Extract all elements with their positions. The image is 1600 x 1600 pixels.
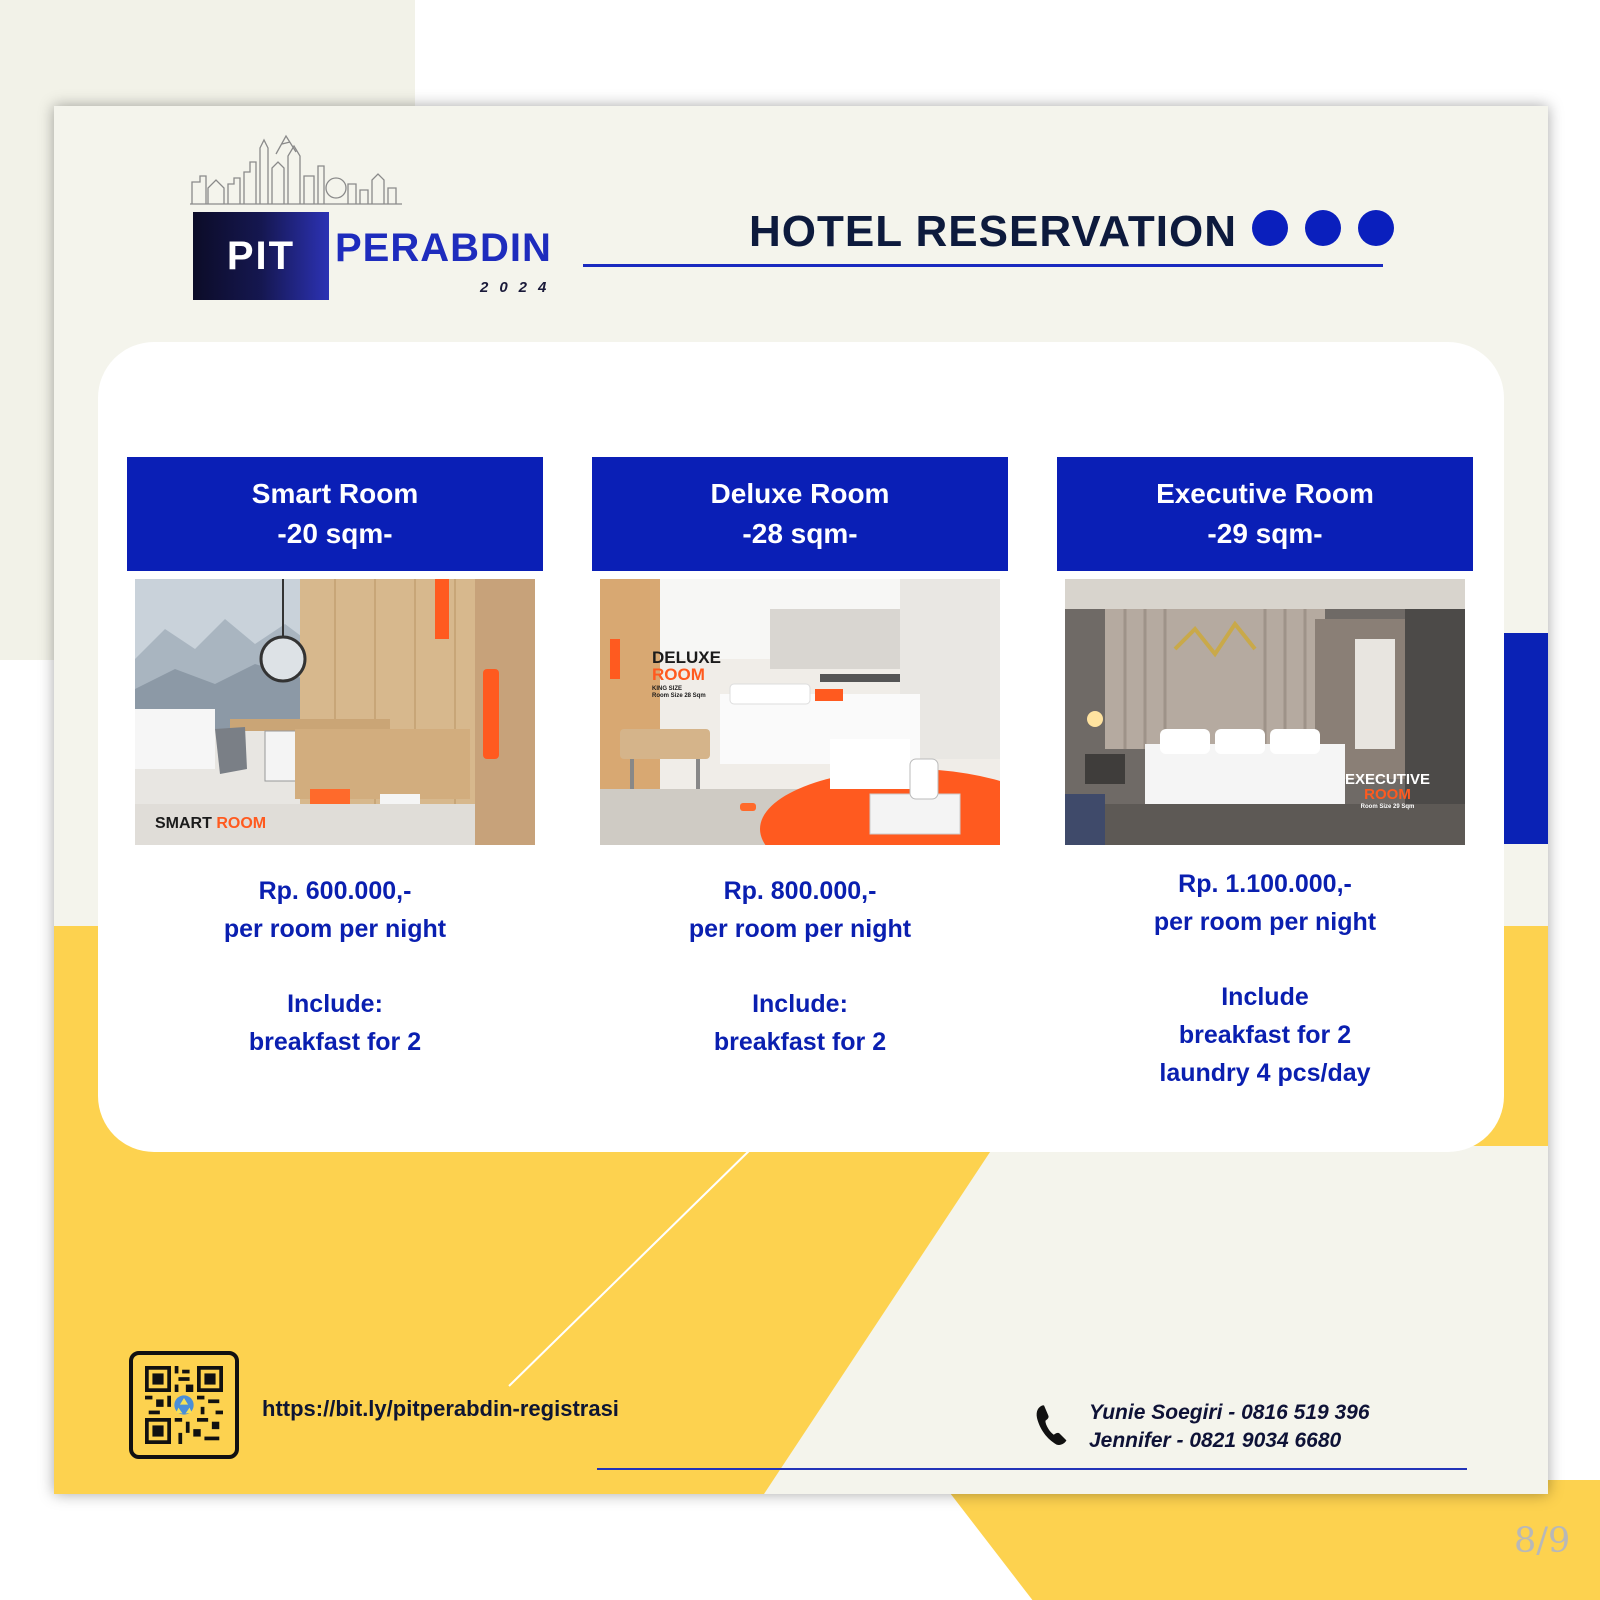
room-price: Rp. 1.100.000,- xyxy=(1178,870,1352,898)
include-title: Include: xyxy=(752,990,848,1018)
logo-year: 2024 xyxy=(480,279,558,296)
room-photo-deluxe xyxy=(600,579,1000,845)
page-number: 8/9 xyxy=(1514,1521,1571,1561)
photo-label: DELUXE ROOM KING SIZE Room Size 28 Sqm xyxy=(652,648,721,699)
header-dot-icon xyxy=(1252,210,1288,246)
include-item: breakfast for 2 xyxy=(713,1028,887,1056)
room-price-unit: per room per night xyxy=(223,915,447,943)
include-title: Include: xyxy=(287,990,383,1018)
registration-link[interactable]: https://bit.ly/pitperabdin-registrasi xyxy=(262,1396,619,1421)
room-price-unit: per room per night xyxy=(688,915,912,943)
logo-pit-block: PIT xyxy=(193,212,329,300)
room-name: Smart Room xyxy=(251,478,419,509)
photo-label: SMART ROOM xyxy=(155,815,267,832)
room-header xyxy=(1057,457,1473,571)
header-dot-icon xyxy=(1358,210,1394,246)
room-column-executive xyxy=(1057,457,1473,1092)
include-item: breakfast for 2 xyxy=(1178,1021,1352,1049)
room-info xyxy=(1057,865,1473,1092)
room-header xyxy=(127,457,543,571)
slide xyxy=(54,106,1548,1494)
contact-item: Yunie Soegiri - 0816 519 396 xyxy=(1089,1401,1370,1424)
photo-label: EXECUTIVE ROOM Room Size 29 Sqm xyxy=(1345,771,1431,810)
contact-item: Jennifer - 0821 9034 6680 xyxy=(1089,1429,1342,1452)
header-dot-icon xyxy=(1305,210,1341,246)
include-title: Include xyxy=(1221,983,1309,1011)
header-divider xyxy=(583,264,1383,267)
qr-code-icon[interactable] xyxy=(129,1351,239,1459)
room-info xyxy=(127,872,543,1061)
room-header xyxy=(592,457,1008,571)
room-column-smart xyxy=(127,457,543,1061)
skyline-icon xyxy=(190,132,405,208)
room-info xyxy=(592,872,1008,1061)
page-title: HOTEL RESERVATION xyxy=(749,207,1238,256)
logo-name: PERABDIN xyxy=(335,226,552,270)
room-photo-executive xyxy=(1065,579,1465,845)
room-size: -29 sqm- xyxy=(1207,518,1323,549)
contact-list xyxy=(1089,1399,1370,1455)
side-accent-tab xyxy=(1504,633,1548,844)
room-price: Rp. 600.000,- xyxy=(258,877,412,905)
room-price: Rp. 800.000,- xyxy=(723,877,877,905)
phone-icon xyxy=(1034,1404,1068,1446)
room-price-unit: per room per night xyxy=(1153,908,1377,936)
room-name: Deluxe Room xyxy=(710,478,890,509)
room-column-deluxe xyxy=(592,457,1008,1061)
room-name: Executive Room xyxy=(1156,478,1374,509)
room-size: -20 sqm- xyxy=(277,518,393,549)
include-item: laundry 4 pcs/day xyxy=(1159,1059,1371,1087)
rooms-card xyxy=(98,342,1504,1152)
background-yellow-corner xyxy=(940,1480,1600,1600)
room-size: -28 sqm- xyxy=(742,518,858,549)
footer-divider xyxy=(597,1468,1467,1470)
room-photo-smart xyxy=(135,579,535,845)
include-item: breakfast for 2 xyxy=(248,1028,422,1056)
